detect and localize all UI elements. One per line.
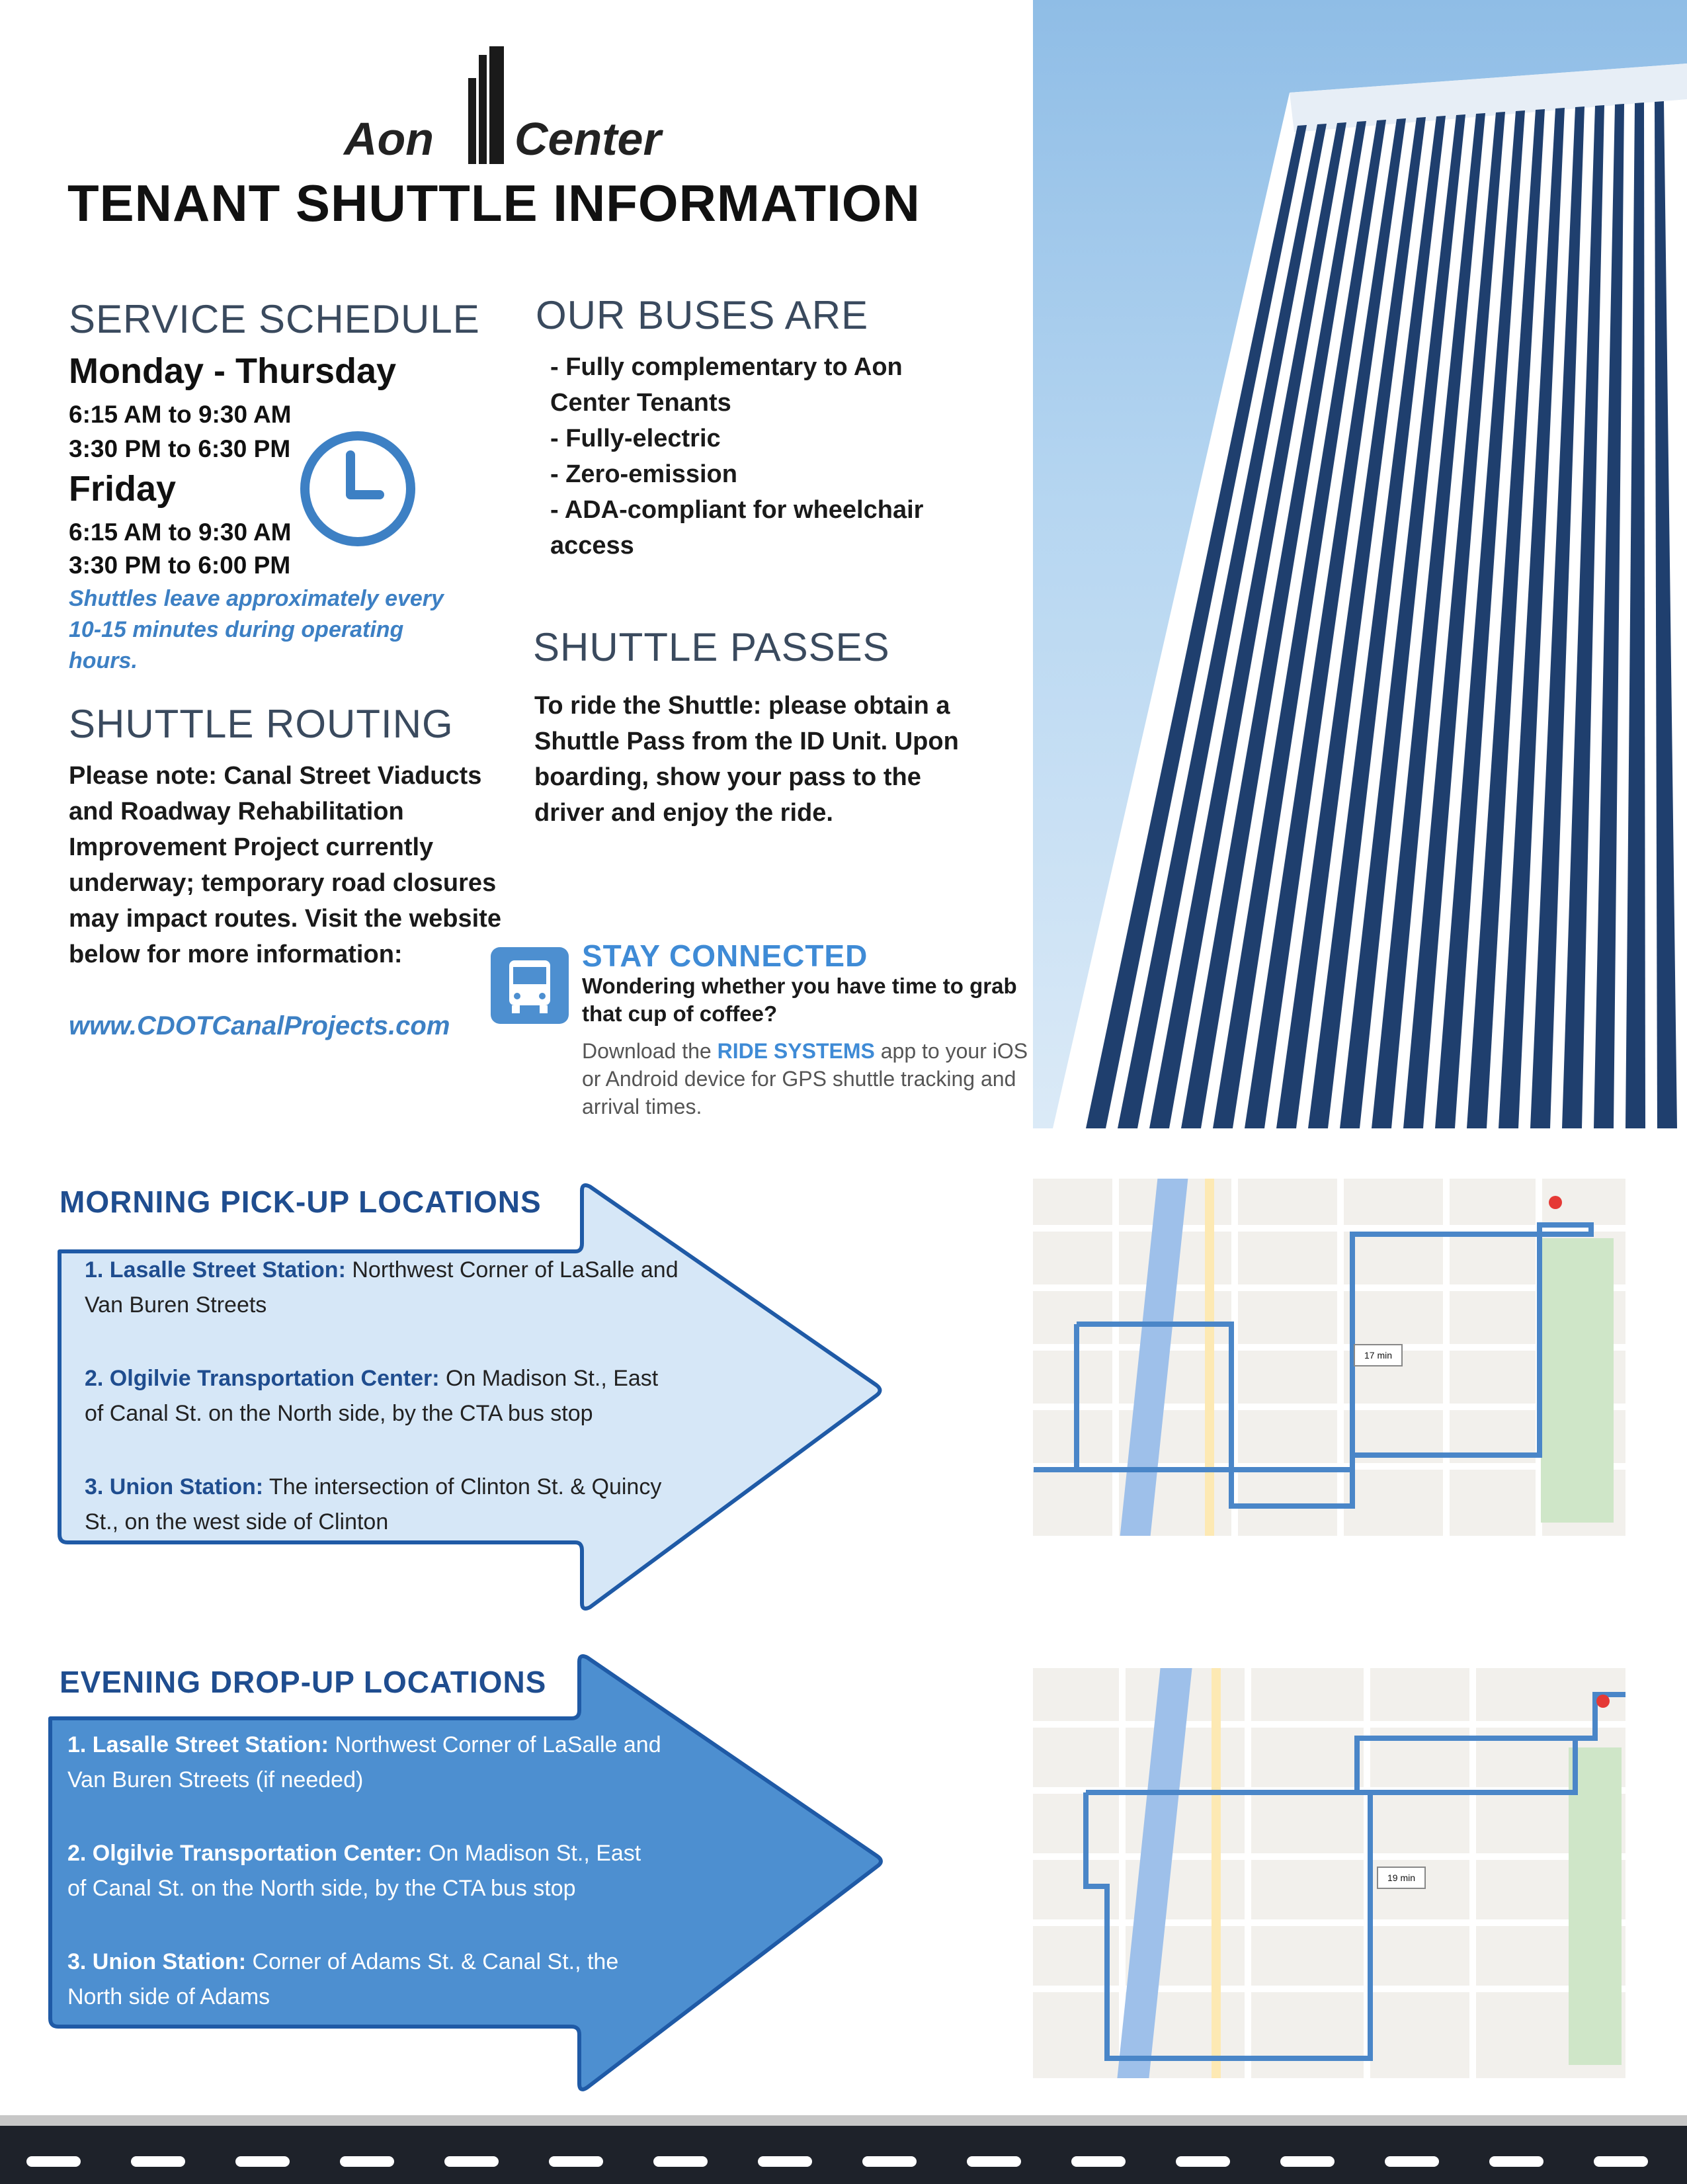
shuttle-routing-body: Please note: Canal Street Viaducts and Roadway Rehabilitation Improvement Project currently underway; temporary road closures may impact routes. Visit the website below for more information:: [69, 762, 501, 968]
our-buses-heading: OUR BUSES ARE: [536, 293, 869, 337]
stay-connected-question: Wondering whether you have time to grab that cup of coffee?: [582, 974, 1017, 1026]
mon-thu-time-2: 3:30 PM to 6:30 PM: [69, 435, 291, 462]
road-dash: [444, 2156, 499, 2167]
aon-center-building-photo: [1033, 0, 1687, 1128]
evening-route-line: [1033, 1668, 1625, 2078]
bus-feature-item: - ADA-compliant for wheelchair access: [550, 496, 924, 560]
morning-heading: MORNING PICK-UP LOCATIONS: [60, 1185, 542, 1219]
road-footer-decoration: [0, 2115, 1687, 2184]
road-dash: [1071, 2156, 1126, 2167]
morning-locations-list: [85, 1253, 680, 1578]
morning-route-line: [1033, 1179, 1625, 1536]
morning-route-map[interactable]: [1033, 1179, 1625, 1536]
morning-location-3: 3. Union Station: The intersection of Clinton St. & Quincy St., on the west side of Clinton: [85, 1474, 662, 1534]
bus-feature-item: - Zero-emission: [550, 460, 737, 488]
frequency-note: Shuttles leave approximately every 10-15 minutes during operating hours.: [69, 586, 444, 673]
road-dash: [340, 2156, 394, 2167]
road-dash: [235, 2156, 290, 2167]
shuttle-routing-heading: SHUTTLE ROUTING: [69, 702, 454, 746]
mon-thu-label: Monday - Thursday: [69, 351, 397, 391]
road-dash: [653, 2156, 708, 2167]
friday-label: Friday: [69, 469, 177, 509]
service-schedule-heading: SERVICE SCHEDULE: [69, 297, 480, 341]
shuttle-passes-heading: SHUTTLE PASSES: [533, 625, 890, 669]
road-dash: [131, 2156, 185, 2167]
bus-features-list: [550, 349, 947, 564]
stay-body-suffix: app to your iOS or Android device for GPS shuttle tracking and arrival times.: [582, 1039, 1028, 1118]
ride-systems-app-name: RIDE SYSTEMS: [717, 1039, 875, 1063]
bus-icon: [491, 947, 569, 1024]
road-dash: [549, 2156, 603, 2167]
evening-time-badge: 19 min: [1377, 1867, 1426, 1889]
road-dash: [1280, 2156, 1335, 2167]
road-dash: [1385, 2156, 1439, 2167]
road-dash: [1594, 2156, 1648, 2167]
logo-word-aon: Aon: [344, 113, 434, 165]
friday-time-1: 6:15 AM to 9:30 AM: [69, 519, 292, 546]
morning-location-2: 2. Olgilvie Transportation Center: On Madison St., East of Canal St. on the North side, by the CTA bus stop: [85, 1366, 659, 1426]
page-title: TENANT SHUTTLE INFORMATION: [67, 174, 921, 232]
bus-feature-item: - Fully-electric: [550, 425, 721, 452]
aon-center-logo: [344, 40, 661, 172]
logo-building-mark: [468, 46, 507, 164]
morning-time-badge: 17 min: [1354, 1344, 1403, 1366]
road-dash: [862, 2156, 917, 2167]
stay-body-prefix: Download the: [582, 1039, 718, 1063]
cdot-website-link[interactable]: www.CDOTCanalProjects.com: [69, 1011, 450, 1040]
evening-location-2: 2. Olgilvie Transportation Center: On Madison St., East of Canal St. on the North side, by the CTA bus stop: [67, 1841, 641, 1901]
stay-connected-body: [582, 1037, 1045, 1120]
morning-location-1: 1. Lasalle Street Station: Northwest Corner of LaSalle and Van Buren Streets: [85, 1257, 679, 1318]
evening-locations-list: [67, 1728, 663, 2053]
friday-time-2: 3:30 PM to 6:00 PM: [69, 552, 291, 579]
evening-location-3: 3. Union Station: Corner of Adams St. & Canal St., the North side of Adams: [67, 1949, 619, 2009]
bus-feature-item: - Fully complementary to Aon Center Tenants: [550, 353, 903, 417]
stay-connected-title: STAY CONNECTED: [582, 939, 868, 973]
evening-heading: EVENING DROP-UP LOCATIONS: [60, 1665, 547, 1699]
evening-location-1: 1. Lasalle Street Station: Northwest Corner of LaSalle and Van Buren Streets (if needed): [67, 1732, 661, 1792]
logo-word-center: Center: [514, 113, 661, 165]
road-dash: [758, 2156, 812, 2167]
evening-route-map[interactable]: [1033, 1668, 1625, 2078]
road-dash: [26, 2156, 81, 2167]
road-dash: [1489, 2156, 1543, 2167]
road-dash: [967, 2156, 1021, 2167]
road-dash: [1176, 2156, 1230, 2167]
shuttle-passes-body: To ride the Shuttle: please obtain a Shuttle Pass from the ID Unit. Upon boarding, show your pass to the driver and enjoy the ride.: [534, 692, 959, 827]
mon-thu-time-1: 6:15 AM to 9:30 AM: [69, 401, 292, 428]
clock-icon: [298, 429, 418, 549]
